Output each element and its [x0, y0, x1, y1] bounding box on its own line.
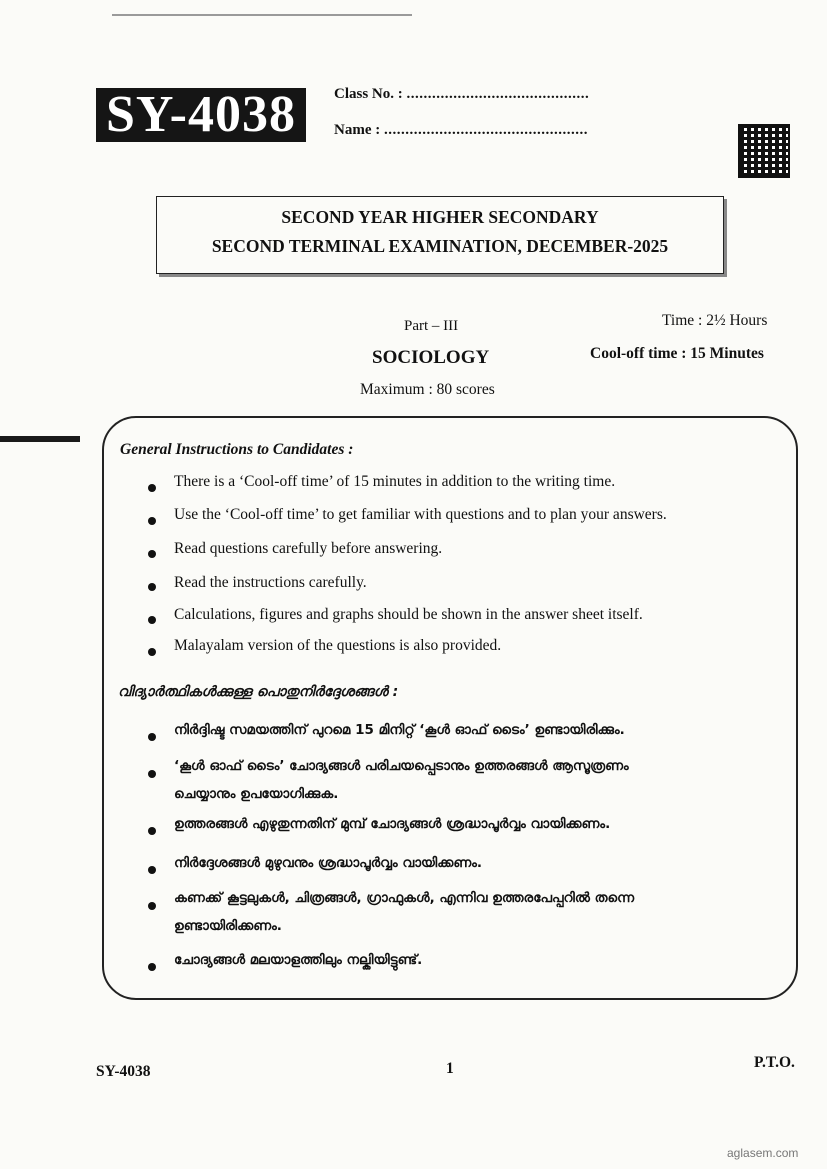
- name-field: [334, 122, 588, 139]
- instruction-ml-item: നിർദ്ദിഷ്ട സമയത്തിന് പുറമെ 15 മിനിറ്റ് ‘കൂൾ ഓഫ് ടൈം’ ഉണ്ടായിരിക്കും.: [174, 722, 625, 738]
- instructions-heading-ml: വിദ്യാർത്ഥികൾക്കുള്ള പൊതുനിർദ്ദേശങ്ങൾ :: [118, 684, 399, 700]
- top-rule: [112, 14, 412, 16]
- pto-label: P.T.O.: [754, 1054, 795, 1071]
- instruction-ml-item: നിർദ്ദേശങ്ങൾ മുഴുവനും ശ്രദ്ധാപൂർവ്വം വായിക്കണം.: [174, 855, 483, 871]
- qr-code-icon: [738, 124, 790, 178]
- bullet-icon: [148, 770, 156, 778]
- name-dots: ................................................: [383, 122, 588, 138]
- bullet-icon: [148, 963, 156, 971]
- bullet-icon: [148, 583, 156, 591]
- instruction-ml-item-cont: ചെയ്യാനും ഉപയോഗിക്കുക.: [174, 786, 339, 802]
- instruction-en-item: Calculations, figures and graphs should be shown in the answer sheet itself.: [174, 606, 643, 623]
- bullet-icon: [148, 648, 156, 656]
- bullet-icon: [148, 517, 156, 525]
- exam-title-line1: SECOND YEAR HIGHER SECONDARY: [281, 207, 599, 227]
- bullet-icon: [148, 484, 156, 492]
- exam-title-line2: SECOND TERMINAL EXAMINATION, DECEMBER-2025: [211, 236, 669, 256]
- instruction-en-item: Read questions carefully before answering.: [174, 540, 443, 557]
- instruction-en-item: Malayalam version of the questions is also provided.: [174, 637, 502, 654]
- class-number-field: [334, 86, 589, 103]
- part-label: Part – III: [404, 318, 459, 334]
- bullet-icon: [148, 616, 156, 624]
- bullet-icon: [148, 733, 156, 741]
- instruction-en-item: There is a ‘Cool-off time’ of 15 minutes in addition to the writing time.: [174, 473, 616, 490]
- bullet-icon: [148, 902, 156, 910]
- instruction-en-item: Read the instructions carefully.: [174, 574, 367, 591]
- footer-paper-code: SY-4038: [96, 1063, 151, 1080]
- page-number: 1: [446, 1060, 454, 1077]
- cool-off-label: Cool-off time : 15 Minutes: [590, 345, 764, 362]
- instruction-ml-item: ഉത്തരങ്ങൾ എഴുതുന്നതിന് മുമ്പ് ചോദ്യങ്ങൾ ശ്രദ്ധാപൂർവ്വം വായിക്കണം.: [174, 816, 611, 832]
- bullet-icon: [148, 550, 156, 558]
- margin-bar: [0, 436, 80, 442]
- time-label: Time : 2½ Hours: [662, 312, 768, 329]
- instruction-ml-item: ‘കൂൾ ഓഫ് ടൈം’ ചോദ്യങ്ങൾ പരിചയപ്പെടാനും ഉത്തരങ്ങൾ ആസൂത്രണം: [174, 758, 629, 774]
- class-label: Class No. :: [334, 86, 403, 102]
- max-score-label: Maximum : 80 scores: [360, 381, 495, 398]
- bullet-icon: [148, 866, 156, 874]
- instructions-box: [102, 416, 798, 1000]
- subject-title: SOCIOLOGY: [372, 347, 490, 368]
- instruction-ml-item-cont: ഉണ്ടായിരിക്കണം.: [174, 918, 282, 934]
- instruction-ml-item: കണക്ക് കൂട്ടലുകൾ, ചിത്രങ്ങൾ, ഗ്രാഫുകൾ, എന്നിവ ഉത്തരപേപ്പറിൽ തന്നെ: [174, 890, 635, 906]
- class-dots: ...........................................: [406, 86, 590, 102]
- paper-code-box: SY-4038: [96, 88, 306, 142]
- instruction-ml-item: ചോദ്യങ്ങൾ മലയാളത്തിലും നല്കിയിട്ടുണ്ട്.: [174, 952, 423, 968]
- instructions-heading-en: General Instructions to Candidates :: [120, 441, 354, 458]
- name-label: Name :: [334, 122, 381, 138]
- exam-title-box: [156, 196, 724, 274]
- bullet-icon: [148, 827, 156, 835]
- instruction-en-item: Use the ‘Cool-off time’ to get familiar with questions and to plan your answers.: [174, 506, 667, 523]
- watermark: aglasem.com: [727, 1146, 799, 1160]
